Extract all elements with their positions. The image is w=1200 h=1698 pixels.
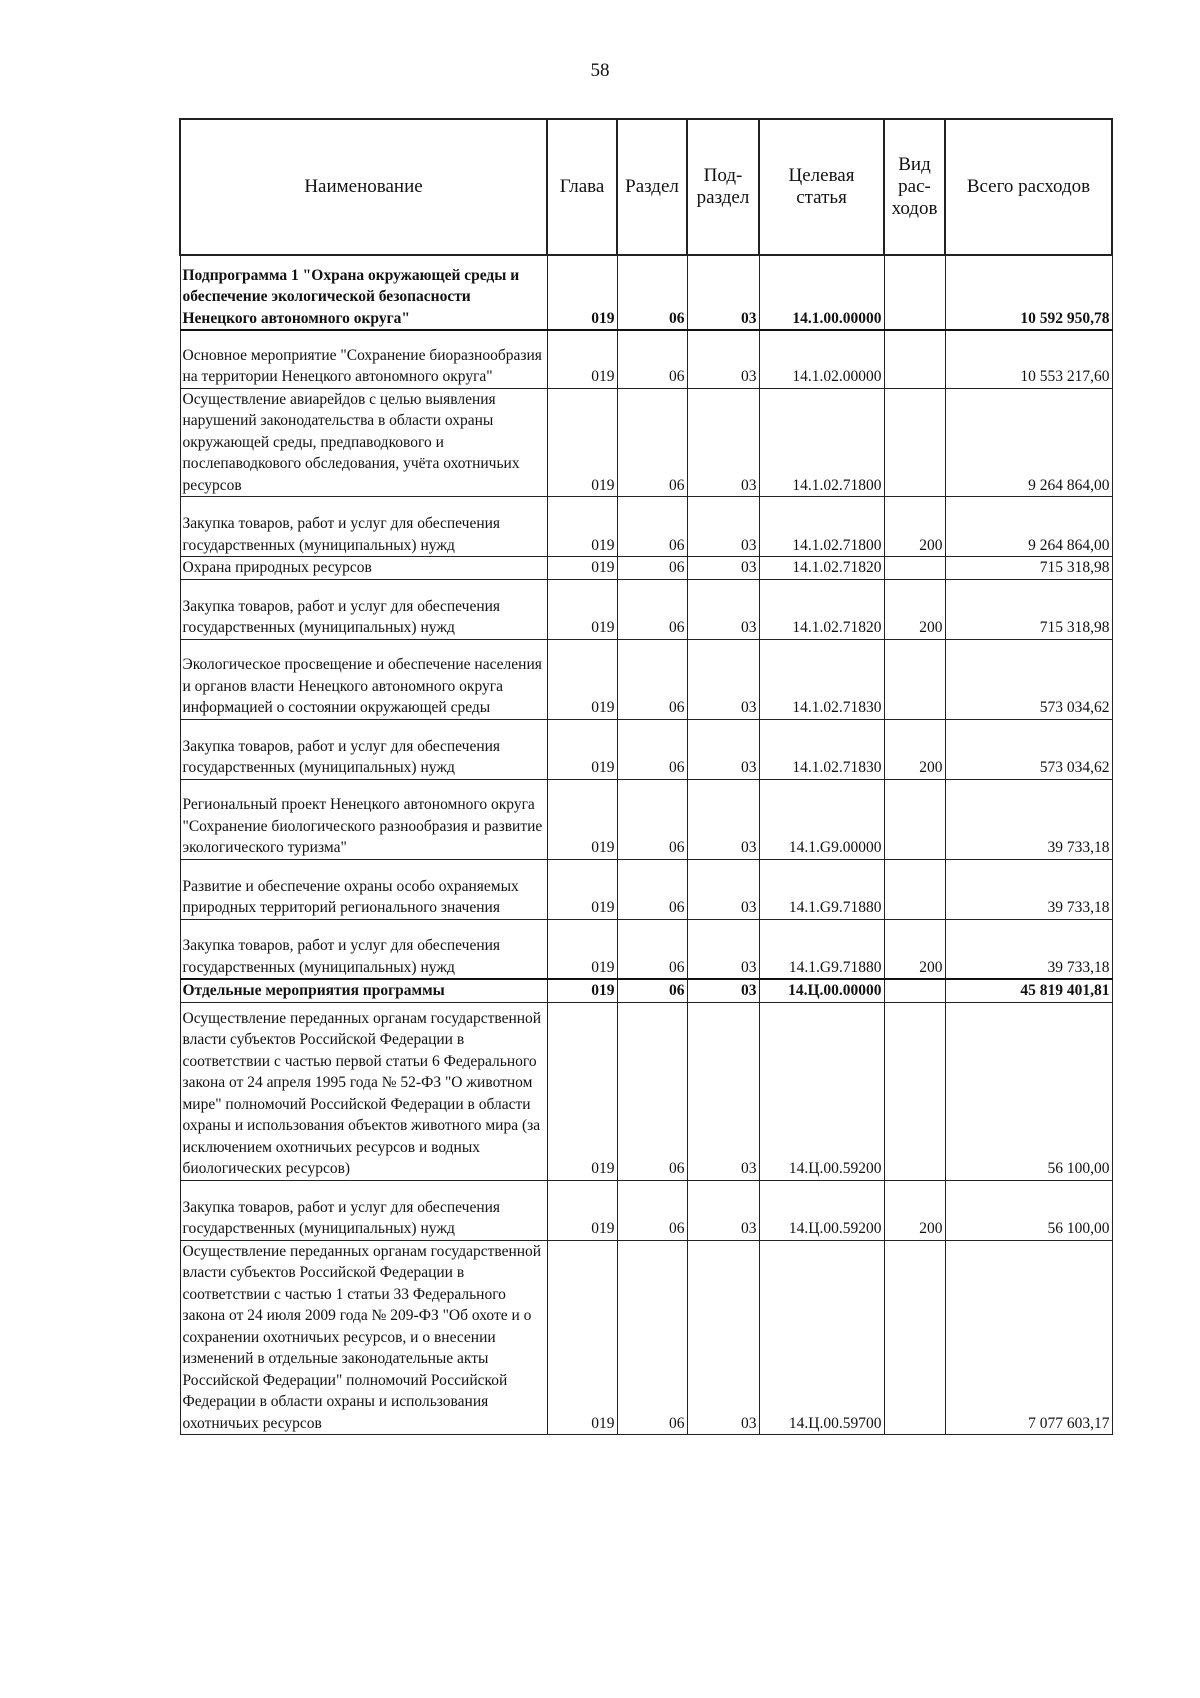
table-cell-vid-rashodov: 200: [884, 919, 945, 979]
table-cell-podrazdel: 03: [687, 1180, 759, 1240]
table-cell-celevaya-statya: 14.1.02.71800: [759, 388, 884, 497]
table-cell-name: Осуществление переданных органам государственной власти субъектов Российской Федерации в соответствии с частью первой статьи 6 Федерального закона от 24 апреля 1995 года № 52-ФЗ "О животном мире" полномочий Российской Федерации в области охраны и использования объектов животного мира (за исключением охотничьих ресурсов и водных биологических ресурсов): [180, 1002, 547, 1180]
table-cell-total: 10 592 950,78: [945, 255, 1112, 330]
table-cell-glava: 019: [547, 859, 617, 919]
table-cell-name: Охрана природных ресурсов: [180, 557, 547, 580]
table-cell-name: Закупка товаров, работ и услуг для обеспечения государственных (муниципальных) нужд: [180, 719, 547, 779]
table-cell-podrazdel: 03: [687, 497, 759, 557]
table-cell-vid-rashodov: [884, 1002, 945, 1180]
table-cell-glava: 019: [547, 639, 617, 719]
table-cell-name: Закупка товаров, работ и услуг для обеспечения государственных (муниципальных) нужд: [180, 497, 547, 557]
table-cell-vid-rashodov: [884, 255, 945, 330]
table-cell-razdel: 06: [617, 979, 687, 1002]
table-cell-vid-rashodov: [884, 859, 945, 919]
table-cell-razdel: 06: [617, 579, 687, 639]
table-cell-podrazdel: 03: [687, 557, 759, 580]
table-cell-name: Осуществление переданных органам государственной власти субъектов Российской Федерации в соответствии с частью 1 статьи 33 Федерального закона от 24 июля 2009 года № 209-ФЗ "Об охоте и о сохранении охотничьих ресурсов, и о внесении изменений в отдельные законодательные акты Российской Федерации" полномочий Российской Федерации в области охраны и использования охотничьих ресурсов: [180, 1240, 547, 1435]
table-row: [180, 557, 1112, 580]
table-cell-total: 7 077 603,17: [945, 1240, 1112, 1435]
table-cell-total: 39 733,18: [945, 859, 1112, 919]
table-cell-vid-rashodov: 200: [884, 1180, 945, 1240]
table-cell-podrazdel: 03: [687, 979, 759, 1002]
table-cell-celevaya-statya: 14.1.02.71820: [759, 579, 884, 639]
table-cell-celevaya-statya: 14.1.02.71800: [759, 497, 884, 557]
table-cell-name: Развитие и обеспечение охраны особо охраняемых природных территорий регионального значения: [180, 859, 547, 919]
table-cell-podrazdel: 03: [687, 255, 759, 330]
table-cell-podrazdel: 03: [687, 1240, 759, 1435]
table-row: [180, 979, 1112, 1002]
table-row: [180, 719, 1112, 779]
table-cell-vid-rashodov: [884, 979, 945, 1002]
table-cell-total: 573 034,62: [945, 719, 1112, 779]
header-celevaya-statya: Целевая статья: [759, 119, 884, 255]
table-cell-name: Осуществление авиарейдов с целью выявления нарушений законодательства в области охраны окружающей среды, предпаводкового и послепаводкового обследования, учёта охотничьих ресурсов: [180, 388, 547, 497]
table-cell-celevaya-statya: 14.Ц.00.00000: [759, 979, 884, 1002]
table-cell-glava: 019: [547, 1240, 617, 1435]
table-cell-glava: 019: [547, 779, 617, 859]
table-cell-celevaya-statya: 14.Ц.00.59200: [759, 1002, 884, 1180]
table-cell-vid-rashodov: 200: [884, 719, 945, 779]
table-cell-celevaya-statya: 14.Ц.00.59200: [759, 1180, 884, 1240]
header-name: Наименование: [180, 119, 547, 255]
table-cell-name: Основное мероприятие "Сохранение биоразнообразия на территории Ненецкого автономного округа": [180, 330, 547, 388]
header-vid-rashodov: Вид рас- ходов: [884, 119, 945, 255]
table-row: [180, 497, 1112, 557]
table-cell-podrazdel: 03: [687, 779, 759, 859]
table-cell-razdel: 06: [617, 388, 687, 497]
table-cell-glava: 019: [547, 719, 617, 779]
table-cell-vid-rashodov: [884, 330, 945, 388]
table-cell-celevaya-statya: 14.1.G9.71880: [759, 859, 884, 919]
table-cell-total: 39 733,18: [945, 779, 1112, 859]
table-row: [180, 255, 1112, 330]
table-cell-glava: 019: [547, 579, 617, 639]
table-row: [180, 579, 1112, 639]
table-row: [180, 779, 1112, 859]
header-podrazdel: Под- раздел: [687, 119, 759, 255]
table-cell-podrazdel: 03: [687, 639, 759, 719]
table-cell-glava: 019: [547, 497, 617, 557]
table-cell-razdel: 06: [617, 719, 687, 779]
table-cell-podrazdel: 03: [687, 330, 759, 388]
table-cell-vid-rashodov: [884, 1240, 945, 1435]
table-cell-total: 56 100,00: [945, 1180, 1112, 1240]
table-row: [180, 859, 1112, 919]
table-cell-razdel: 06: [617, 255, 687, 330]
table-cell-glava: 019: [547, 255, 617, 330]
table-cell-podrazdel: 03: [687, 859, 759, 919]
table-cell-razdel: 06: [617, 639, 687, 719]
table-cell-name: Региональный проект Ненецкого автономного округа "Сохранение биологического разнообразия и развитие экологического туризма": [180, 779, 547, 859]
table-cell-celevaya-statya: 14.1.02.71830: [759, 719, 884, 779]
table-cell-celevaya-statya: 14.Ц.00.59700: [759, 1240, 884, 1435]
table-cell-total: 56 100,00: [945, 1002, 1112, 1180]
table-cell-razdel: 06: [617, 330, 687, 388]
table-cell-total: 45 819 401,81: [945, 979, 1112, 1002]
table-cell-total: 9 264 864,00: [945, 497, 1112, 557]
table-cell-razdel: 06: [617, 919, 687, 979]
table-cell-vid-rashodov: 200: [884, 579, 945, 639]
table-cell-podrazdel: 03: [687, 719, 759, 779]
table-cell-total: 39 733,18: [945, 919, 1112, 979]
table-cell-celevaya-statya: 14.1.02.71830: [759, 639, 884, 719]
table-cell-celevaya-statya: 14.1.00.00000: [759, 255, 884, 330]
table-cell-total: 573 034,62: [945, 639, 1112, 719]
table-cell-total: 10 553 217,60: [945, 330, 1112, 388]
table-cell-razdel: 06: [617, 497, 687, 557]
table-cell-glava: 019: [547, 388, 617, 497]
table-cell-vid-rashodov: 200: [884, 497, 945, 557]
header-total: Всего расходов: [945, 119, 1112, 255]
table-row: [180, 388, 1112, 497]
table-cell-glava: 019: [547, 330, 617, 388]
table-cell-podrazdel: 03: [687, 1002, 759, 1180]
table-row: [180, 1180, 1112, 1240]
table-cell-name: Экологическое просвещение и обеспечение населения и органов власти Ненецкого автономного округа информацией о состоянии окружающей среды: [180, 639, 547, 719]
table-row: [180, 919, 1112, 979]
table-row: [180, 1002, 1112, 1180]
table-cell-total: 715 318,98: [945, 557, 1112, 580]
table-cell-razdel: 06: [617, 1240, 687, 1435]
table-cell-podrazdel: 03: [687, 579, 759, 639]
table-cell-celevaya-statya: 14.1.G9.00000: [759, 779, 884, 859]
table-cell-total: 715 318,98: [945, 579, 1112, 639]
table-body: [180, 255, 1112, 1435]
table-cell-name: Подпрограмма 1 "Охрана окружающей среды и обеспечение экологической безопасности Ненецкого автономного округа": [180, 255, 547, 330]
table-cell-glava: 019: [547, 919, 617, 979]
table-cell-glava: 019: [547, 1180, 617, 1240]
table-cell-vid-rashodov: [884, 557, 945, 580]
table-cell-glava: 019: [547, 1002, 617, 1180]
table-cell-celevaya-statya: 14.1.02.00000: [759, 330, 884, 388]
table-cell-name: Закупка товаров, работ и услуг для обеспечения государственных (муниципальных) нужд: [180, 579, 547, 639]
table-cell-razdel: 06: [617, 859, 687, 919]
table-cell-razdel: 06: [617, 1002, 687, 1180]
table-cell-razdel: 06: [617, 557, 687, 580]
table-row: [180, 1240, 1112, 1435]
table-row: [180, 639, 1112, 719]
table-cell-celevaya-statya: 14.1.02.71820: [759, 557, 884, 580]
page-number: 58: [590, 60, 610, 81]
table-cell-celevaya-statya: 14.1.G9.71880: [759, 919, 884, 979]
table-cell-podrazdel: 03: [687, 919, 759, 979]
table-cell-total: 9 264 864,00: [945, 388, 1112, 497]
budget-table: [179, 118, 1113, 1435]
table-cell-vid-rashodov: [884, 779, 945, 859]
table-cell-razdel: 06: [617, 1180, 687, 1240]
header-glava: Глава: [547, 119, 617, 255]
table-row: [180, 330, 1112, 388]
table-cell-name: Закупка товаров, работ и услуг для обеспечения государственных (муниципальных) нужд: [180, 919, 547, 979]
header-razdel: Раздел: [617, 119, 687, 255]
table-cell-vid-rashodov: [884, 388, 945, 497]
table-cell-name: Закупка товаров, работ и услуг для обеспечения государственных (муниципальных) нужд: [180, 1180, 547, 1240]
table-cell-vid-rashodov: [884, 639, 945, 719]
table-cell-glava: 019: [547, 979, 617, 1002]
table-cell-glava: 019: [547, 557, 617, 580]
table-cell-name: Отдельные мероприятия программы: [180, 979, 547, 1002]
table-cell-razdel: 06: [617, 779, 687, 859]
table-cell-podrazdel: 03: [687, 388, 759, 497]
table-header-row: [180, 119, 1112, 255]
